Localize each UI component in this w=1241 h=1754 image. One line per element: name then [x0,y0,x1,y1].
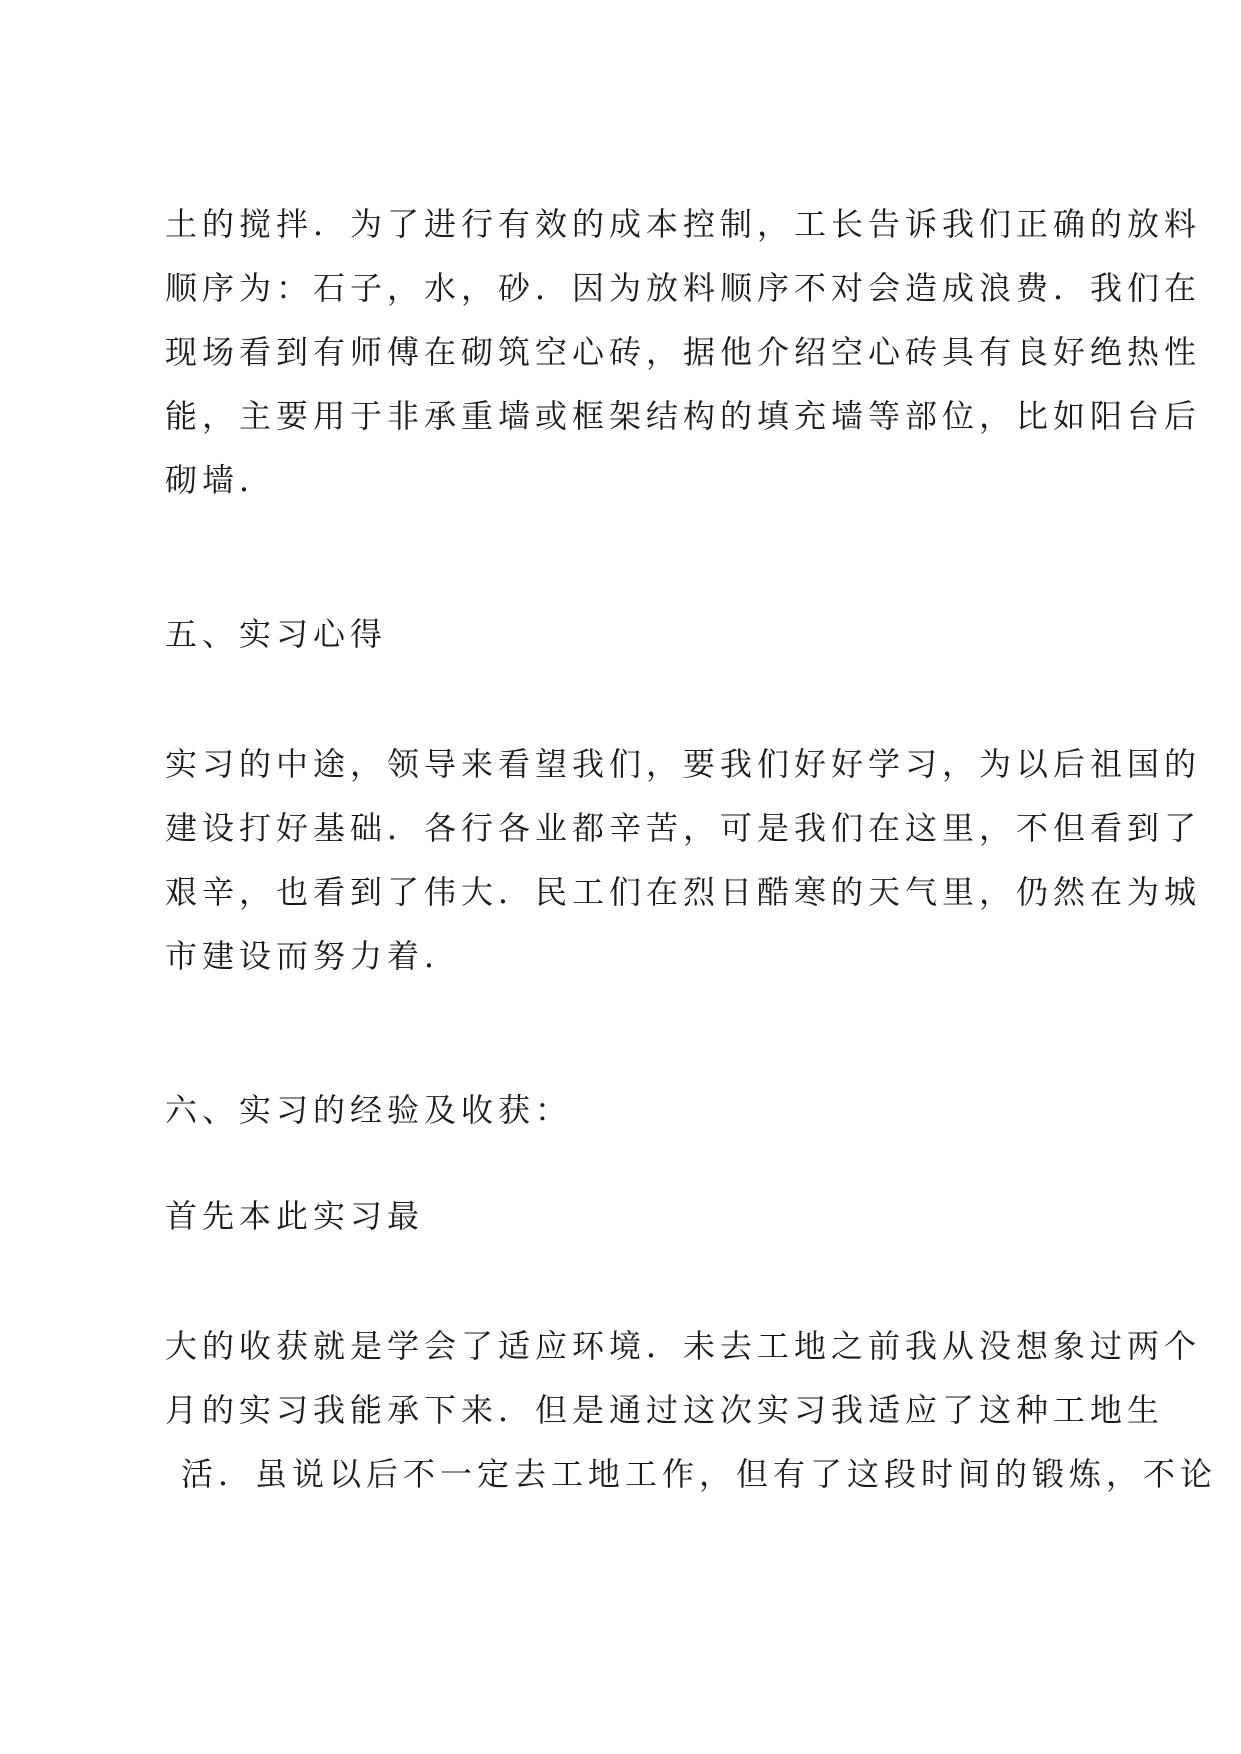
text-line: 实习的中途，领导来看望我们，要我们好好学习，为以后祖国的 [165,745,1202,783]
heading-text: 五、实习心得 [165,615,388,653]
paragraph-first-gain [165,1184,1105,1248]
text-line: 建设打好基础．各行各业都辛苦，可是我们在这里，不但看到了 [165,809,1202,847]
text-line: 砌墙． [165,461,277,499]
paragraph-adapting-environment [165,1314,1218,1506]
text-line: 顺序为：石子，水，砂．因为放料顺序不对会造成浪费．我们在 [165,269,1202,307]
text-line: 首先本此实习最 [165,1197,425,1235]
text-line: 活．虽说以后不一定去工地工作，但有了这段时间的锻炼，不论 [181,1455,1218,1493]
text-line: 艰辛，也看到了伟大．民工们在烈日酷寒的天气里，仍然在为城 [165,873,1202,911]
text-line: 能，主要用于非承重墙或框架结构的填充墙等部位，比如阳台后 [165,397,1202,435]
heading-text: 六、实习的经验及收获： [165,1091,573,1129]
paragraph-construction-site [165,192,1202,512]
text-line: 土的搅拌．为了进行有效的成本控制，工长告诉我们正确的放料 [165,205,1202,243]
text-line: 月的实习我能承下来．但是通过这次实习我适应了这种工地生 [165,1391,1165,1429]
text-line: 市建设而努力着． [165,937,462,975]
text-line: 现场看到有师傅在砌筑空心砖，据他介绍空心砖具有良好绝热性 [165,333,1202,371]
paragraph-internship-insights [165,732,1202,988]
section-heading-6 [165,1078,1105,1142]
section-heading-5 [165,602,1105,666]
text-line: 大的收获就是学会了适应环境．未去工地之前我从没想象过两个 [165,1327,1202,1365]
